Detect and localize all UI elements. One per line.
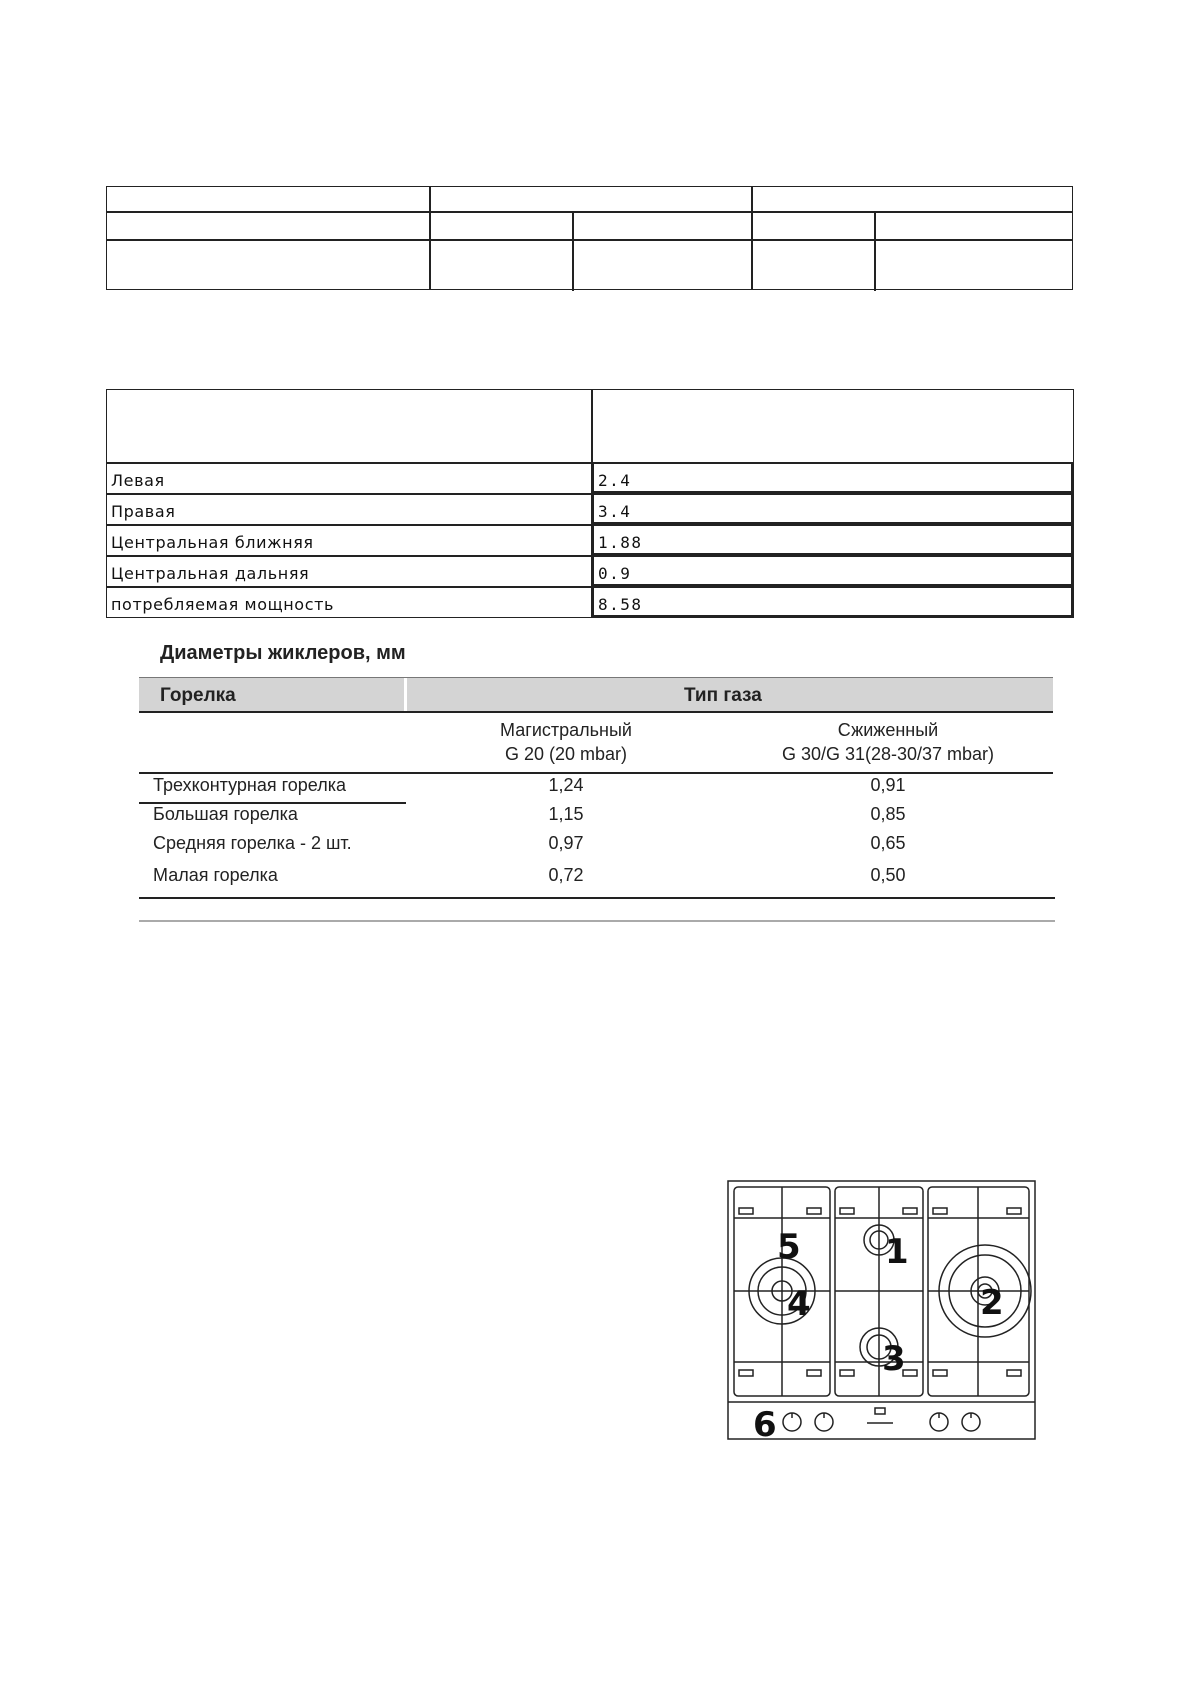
hob-diagram xyxy=(727,1180,1037,1442)
table-row xyxy=(107,462,1073,493)
jet-row-name: Средняя горелка - 2 шт. xyxy=(153,833,352,853)
jet-row-name: Малая горелка xyxy=(153,865,278,885)
indicator xyxy=(875,1408,885,1414)
jet-row-lpg: 0,65 xyxy=(870,833,906,853)
subheader-line: G 30/G 31(28-30/37 mbar) xyxy=(781,744,995,764)
jet-row-name: Трехконтурная горелка xyxy=(153,775,346,795)
subheader-line: G 20 (20 mbar) xyxy=(504,744,628,764)
header-divider xyxy=(404,678,407,711)
jet-row-lpg: 0,50 xyxy=(870,865,906,885)
value-cell xyxy=(592,524,1073,555)
section-title: Диаметры жиклеров, мм xyxy=(160,642,406,664)
burner-name: Центральная дальняя xyxy=(111,564,310,583)
value-cell xyxy=(592,462,1073,493)
table-rule xyxy=(139,772,1053,774)
burner-power: 2.4 xyxy=(598,471,632,490)
burner-name: Правая xyxy=(111,502,176,521)
value-cell xyxy=(592,555,1073,586)
callout-label: 6 xyxy=(753,1405,777,1442)
table-row xyxy=(107,555,1073,586)
table-header xyxy=(139,677,1053,713)
jet-row-lpg: 0,85 xyxy=(870,804,906,824)
jet-row-main: 0,97 xyxy=(548,833,584,853)
callout-label: 1 xyxy=(885,1232,909,1272)
table-rule xyxy=(107,239,1072,241)
subheader-main-gas xyxy=(466,718,666,766)
total-power: 8.58 xyxy=(598,595,643,614)
callout-label: 4 xyxy=(787,1284,811,1324)
jet-row-main: 0,72 xyxy=(548,865,584,885)
header-burner: Горелка xyxy=(160,685,236,706)
table-row xyxy=(107,586,1073,617)
value-cell xyxy=(592,586,1073,617)
empty-spec-table xyxy=(106,186,1073,290)
subheader-line: Магистральный xyxy=(500,720,632,740)
header-gas-type: Тип газа xyxy=(684,685,762,706)
subheader-lpg xyxy=(758,718,1018,766)
burner-name: потребляемая мощность xyxy=(111,595,335,614)
table-rule xyxy=(139,897,1055,899)
table-rule xyxy=(429,187,431,289)
callout-label: 3 xyxy=(882,1339,906,1379)
burner-power: 1.88 xyxy=(598,533,643,552)
table-rule xyxy=(572,211,574,291)
burner-name: Центральная ближняя xyxy=(111,533,314,552)
power-table xyxy=(106,389,1074,618)
table-rule xyxy=(874,211,876,291)
callout-label: 5 xyxy=(777,1227,801,1267)
table-rule xyxy=(139,920,1055,922)
jet-row-main: 1,15 xyxy=(548,804,584,824)
jet-row-main: 1,24 xyxy=(548,775,584,795)
table-row xyxy=(107,493,1073,524)
burner-power: 3.4 xyxy=(598,502,632,521)
table-row xyxy=(107,524,1073,555)
table-rule xyxy=(107,211,1072,213)
table-rule xyxy=(751,187,753,289)
value-cell xyxy=(592,493,1073,524)
subheader-line: Сжиженный xyxy=(837,720,939,740)
jet-row-lpg: 0,91 xyxy=(870,775,906,795)
callout-label: 2 xyxy=(980,1283,1004,1323)
jet-row-name: Большая горелка xyxy=(153,804,298,824)
burner-name: Левая xyxy=(111,471,165,490)
burner-power: 0.9 xyxy=(598,564,632,583)
